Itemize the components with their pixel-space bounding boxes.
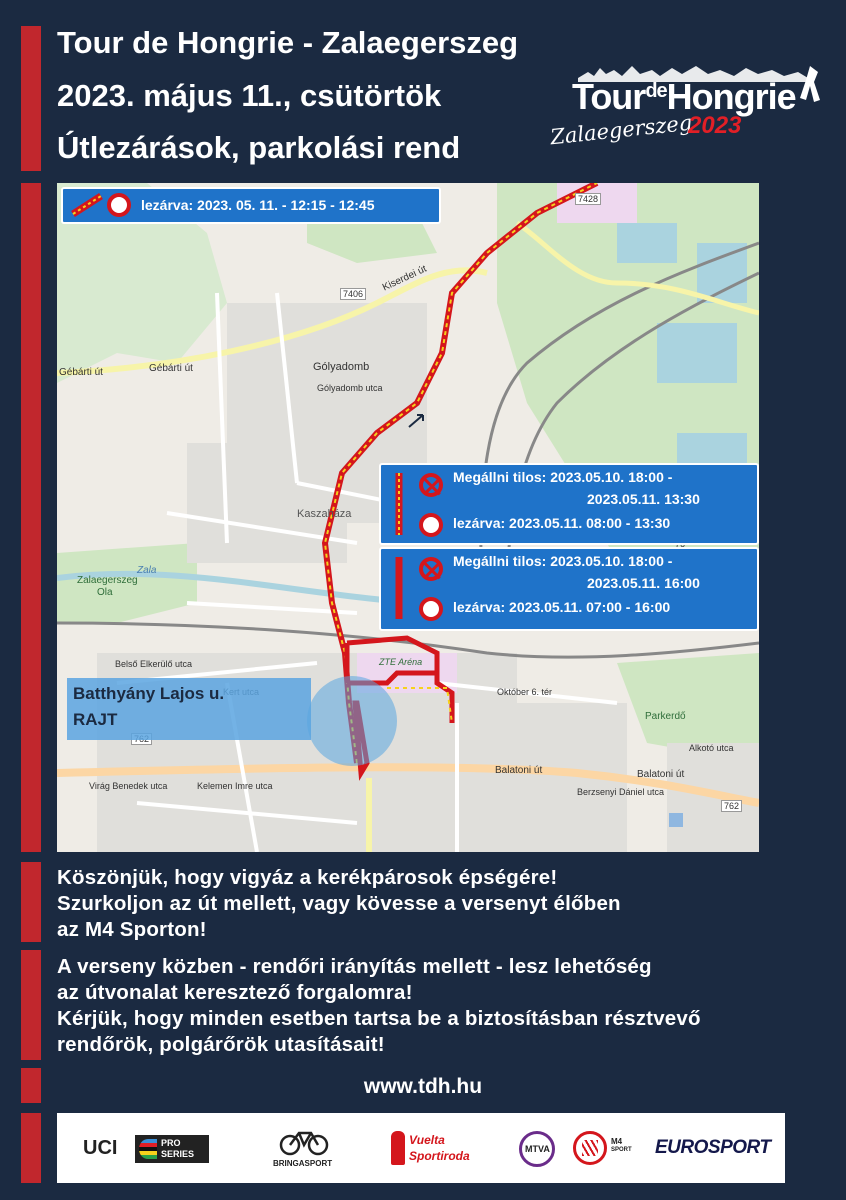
mtva-text: MTVA (525, 1144, 550, 1154)
legend-red-no-parking-end: 2023.05.11. 16:00 (587, 575, 700, 591)
map-label: Balatoni út (637, 769, 685, 780)
route-line-icon (67, 190, 107, 220)
map-label: Virág Benedek utca (89, 781, 168, 791)
legend-orange-no-parking-end: 2023.05.11. 13:30 (587, 491, 700, 507)
message-thanks-line3: az M4 Sporton! (57, 918, 207, 941)
map-label: Kelemen Imre utca (197, 781, 273, 791)
tour-de-hongrie-logo (548, 60, 828, 160)
message-traffic-line3: Kérjük, hogy minden esetben tartsa be a biztosításban résztvevő (57, 1007, 701, 1030)
accent-bar-header (21, 26, 41, 171)
legend-red-no-parking: Megállni tilos: 2023.05.10. 18:00 - (453, 553, 673, 569)
rainbow-stripes-icon (139, 1139, 157, 1159)
logo-year-text: 2023 (688, 112, 742, 139)
bicycle-icon (279, 1127, 329, 1162)
start-label: RAJT (73, 710, 118, 729)
vuelta-text: Vuelta (409, 1133, 445, 1147)
map-label: Balatoni út (495, 765, 543, 776)
logo-hongrie-text: Hongrie (666, 76, 796, 117)
route-line-icon (391, 553, 407, 623)
accent-bar-message1 (21, 862, 41, 942)
legend-orange-no-parking: Megállni tilos: 2023.05.10. 18:00 - (453, 469, 673, 485)
accent-bar-sponsors (21, 1113, 41, 1183)
route-line-icon (391, 469, 407, 539)
m4-sport-text: SPORT (611, 1147, 632, 1153)
message-traffic-line4: rendőrök, polgárőrök utasításait! (57, 1033, 385, 1056)
map-label: Kaszaháza (297, 508, 352, 520)
legend-red-route (379, 547, 759, 631)
website-link[interactable]: www.tdh.hu (363, 1075, 483, 1098)
message-thanks-line2: Szurkoljon az út mellett, vagy kövesse a versenyt élőben (57, 892, 621, 915)
start-street-name: Batthyány Lajos u. (73, 684, 225, 703)
stripes-icon (582, 1140, 598, 1156)
map-label: Zalaegerszeg (77, 575, 138, 586)
logo-de-text: de (645, 80, 667, 102)
map-label: 762 (721, 800, 742, 812)
map-label: Gébárti út (149, 363, 193, 374)
map-label: Ola (97, 587, 113, 598)
uci-pro-series-badge (135, 1135, 209, 1163)
legend-closure-top (61, 187, 441, 224)
map-label: Parkerdő (645, 711, 686, 722)
no-stopping-icon (419, 473, 443, 497)
message-thanks-line1: Köszönjük, hogy vigyáz a kerékpárosok épségére! (57, 866, 558, 889)
legend-orange-route (379, 463, 759, 545)
map-label: 7406 (340, 288, 366, 300)
cyclist-icon (391, 1131, 405, 1165)
map-label: Kiserdei út (380, 263, 429, 294)
no-stopping-icon (419, 557, 443, 581)
logo-tour-text: Tour (572, 76, 646, 117)
start-label-box (67, 678, 311, 740)
accent-bar-message2 (21, 950, 41, 1060)
event-date: 2023. május 11., csütörtök (57, 78, 442, 113)
map-label: Gébárti út (59, 367, 103, 378)
page-title: Tour de Hongrie - Zalaegerszeg (57, 25, 519, 60)
page-subtitle: Útlezárások, parkolási rend (57, 130, 461, 165)
map-label: Alkotó utca (689, 743, 734, 753)
road-closed-icon (107, 193, 131, 217)
m4-logo (573, 1131, 607, 1165)
uci-pro-text: PRO (161, 1138, 181, 1148)
map-label: ZTE Aréna (379, 657, 423, 667)
map-label: Belső Elkerülő utca (115, 659, 193, 669)
uci-logo (83, 1137, 117, 1160)
map-label: 7428 (575, 193, 601, 205)
route-map[interactable] (57, 183, 759, 852)
message-traffic-line1: A verseny közben - rendőri irányítás mellett - lesz lehetőség (57, 955, 652, 978)
sportiroda-text: Sportiroda (409, 1149, 470, 1163)
map-label: Berzsenyi Dániel utca (577, 787, 665, 797)
map-label: Zala (137, 565, 157, 576)
road-closed-icon (419, 597, 443, 621)
map-label: Október 6. tér (497, 687, 553, 697)
map-label: Gólyadomb (313, 361, 370, 373)
logo-city-text: Zalaegerszeg (549, 110, 694, 150)
accent-bar-map (21, 183, 41, 852)
legend-orange-closed: lezárva: 2023.05.11. 08:00 - 13:30 (453, 515, 671, 531)
uci-series-text: SERIES (161, 1149, 195, 1159)
sponsor-strip (57, 1113, 785, 1183)
map-label: Gólyadomb utca (317, 383, 383, 393)
mtva-logo (519, 1131, 555, 1167)
eurosport-logo: EUROSPORT (655, 1137, 771, 1158)
bringasport-text: BRINGASPORT (273, 1159, 333, 1168)
message-traffic-line2: az útvonalat keresztező forgalomra! (57, 981, 413, 1004)
road-closed-icon (419, 513, 443, 537)
uci-text: UCI (83, 1137, 118, 1159)
legend-red-closed: lezárva: 2023.05.11. 07:00 - 16:00 (453, 599, 671, 615)
legend-closure-top-label: lezárva: 2023. 05. 11. - 12:15 - 12:45 (141, 197, 375, 213)
m4-text: M4 (611, 1137, 623, 1146)
